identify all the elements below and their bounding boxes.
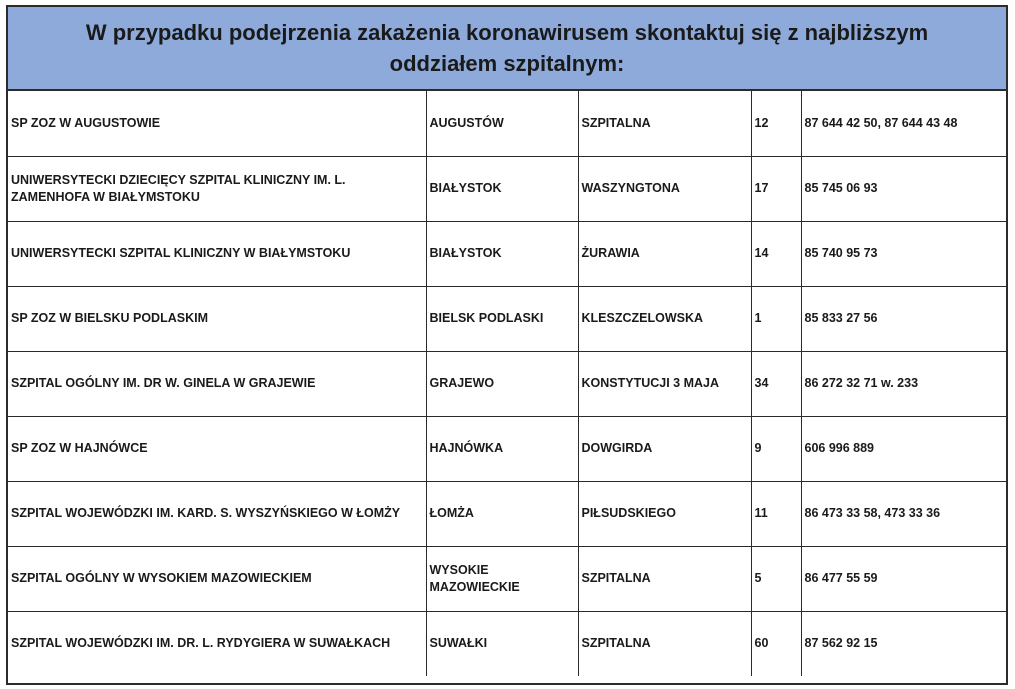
city-cell: BIAŁYSTOK [426,221,578,286]
street-cell: SZPITALNA [578,546,751,611]
phone-cell: 86 272 32 71 w. 233 [801,351,1008,416]
hospital-name-cell: SZPITAL WOJEWÓDZKI IM. DR. L. RYDYGIERA W SUWAŁKACH [8,611,426,676]
hospital-name-cell: SP ZOZ W HAJNÓWCE [8,416,426,481]
phone-cell: 85 745 06 93 [801,156,1008,221]
phone-cell: 85 833 27 56 [801,286,1008,351]
phone-cell: 86 477 55 59 [801,546,1008,611]
table-row [8,351,1008,416]
hospital-table [8,91,1008,676]
table-row [8,221,1008,286]
hospital-name-cell: SZPITAL OGÓLNY IM. DR W. GINELA W GRAJEWIE [8,351,426,416]
city-cell: BIELSK PODLASKI [426,286,578,351]
table-row [8,611,1008,676]
city-cell: WYSOKIE MAZOWIECKIE [426,546,578,611]
street-cell: DOWGIRDA [578,416,751,481]
street-number-cell: 14 [751,221,801,286]
phone-cell: 85 740 95 73 [801,221,1008,286]
street-cell: PIŁSUDSKIEGO [578,481,751,546]
city-cell: SUWAŁKI [426,611,578,676]
phone-cell: 87 644 42 50, 87 644 43 48 [801,91,1008,156]
street-cell: ŻURAWIA [578,221,751,286]
page-title: W przypadku podejrzenia zakażenia koronawirusem skontaktuj się z najbliższym oddziałem szpitalnym: [85,20,929,76]
street-number-cell: 60 [751,611,801,676]
city-cell: HAJNÓWKA [426,416,578,481]
hospital-name-cell: SZPITAL WOJEWÓDZKI IM. KARD. S. WYSZYŃSKIEGO W ŁOMŻY [8,481,426,546]
street-cell: KONSTYTUCJI 3 MAJA [578,351,751,416]
street-number-cell: 1 [751,286,801,351]
hospital-contact-sheet [6,5,1008,685]
phone-cell: 86 473 33 58, 473 33 36 [801,481,1008,546]
phone-cell: 87 562 92 15 [801,611,1008,676]
street-number-cell: 12 [751,91,801,156]
table-row [8,286,1008,351]
hospital-name-cell: SP ZOZ W BIELSKU PODLASKIM [8,286,426,351]
street-number-cell: 9 [751,416,801,481]
city-cell: GRAJEWO [426,351,578,416]
hospital-name-cell: UNIWERSYTECKI SZPITAL KLINICZNY W BIAŁYMSTOKU [8,221,426,286]
street-cell: SZPITALNA [578,91,751,156]
table-row [8,481,1008,546]
hospital-name-cell: UNIWERSYTECKI DZIECIĘCY SZPITAL KLINICZNY IM. L. ZAMENHOFA W BIAŁYMSTOKU [8,156,426,221]
header-banner [8,7,1006,91]
hospital-name-cell: SZPITAL OGÓLNY W WYSOKIEM MAZOWIECKIEM [8,546,426,611]
street-number-cell: 5 [751,546,801,611]
table-row [8,416,1008,481]
street-cell: SZPITALNA [578,611,751,676]
city-cell: ŁOMŻA [426,481,578,546]
city-cell: AUGUSTÓW [426,91,578,156]
street-cell: WASZYNGTONA [578,156,751,221]
city-cell: BIAŁYSTOK [426,156,578,221]
street-cell: KLESZCZELOWSKA [578,286,751,351]
table-row [8,546,1008,611]
street-number-cell: 17 [751,156,801,221]
hospital-name-cell: SP ZOZ W AUGUSTOWIE [8,91,426,156]
phone-cell: 606 996 889 [801,416,1008,481]
table-row [8,91,1008,156]
street-number-cell: 34 [751,351,801,416]
table-row [8,156,1008,221]
street-number-cell: 11 [751,481,801,546]
